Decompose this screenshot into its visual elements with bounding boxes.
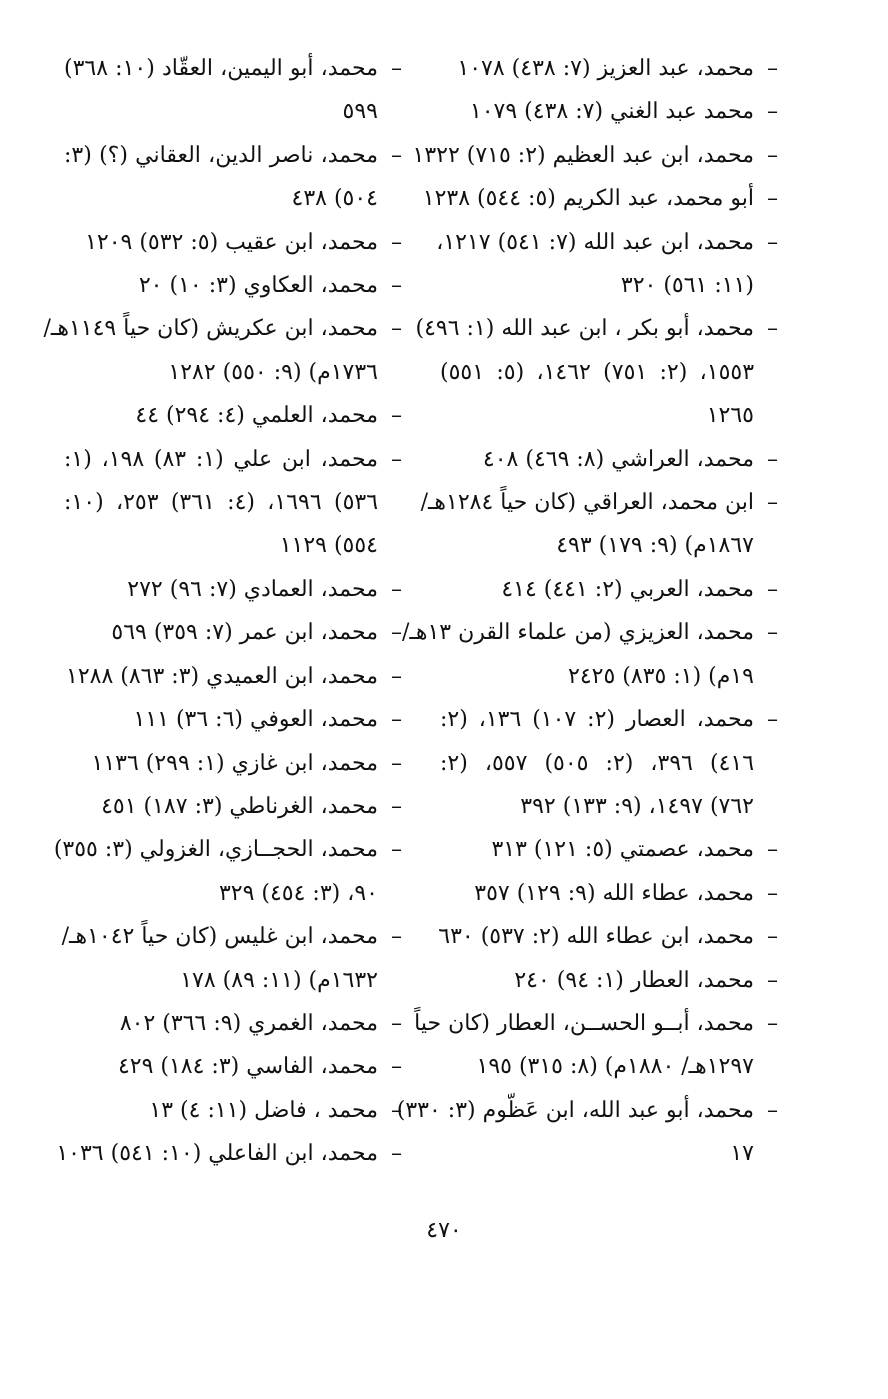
index-entry [436, 221, 778, 308]
index-entry-line: – محمد، ابن عكريش (كان حياً ١١٤٩هـ/ [43, 316, 378, 342]
index-entry [440, 959, 778, 1002]
index-entry-line: – محمد، العصار (٢: ١٠٧) ١٣٦، (٢: [440, 707, 754, 733]
index-entry [64, 221, 402, 264]
index-entry [440, 915, 778, 958]
index-entry-line: – محمد، الفاسي (٣: ١٨٤) ٤٢٩ [117, 1054, 378, 1080]
index-entry [64, 264, 402, 307]
index-entry [64, 611, 402, 654]
index-entry [440, 872, 778, 915]
index-entry-line: (١١: ٥٦١) ٣٢٠ [620, 273, 754, 299]
index-entry-line: – محمد، أبو بكر ، ابن عبد الله (١: ٤٩٦) [415, 316, 754, 342]
index-entry-line: – محمد، عبد العزيز (٧: ٤٣٨) ١٠٧٨ [457, 56, 754, 81]
index-entry [401, 611, 778, 698]
index-entry-line: – محمد، العربي (٢: ٤٤١) ٤١٤ [501, 576, 754, 602]
index-entry-line: – محمد، ابن الفاعلي (١٠: ٥٤١) ١٠٣٦ [56, 1141, 378, 1167]
index-entry-line: – محمد، ابن غليس (كان حياً ١٠٤٢هـ/ [61, 924, 378, 950]
index-entry-line: – محمد، الحجــازي، الغزولي (٣: ٣٥٥) [53, 837, 378, 863]
index-entry-line: – محمد، ابن عقيب (٥: ٥٣٢) ١٢٠٩ [85, 229, 378, 255]
index-entry [422, 177, 778, 220]
index-entry-line: – ابن محمد، العراقي (كان حياً ١٢٨٤هـ/ [420, 490, 754, 516]
index-entry-line: – محمد، أبو عبد الله، ابن عَظّوم (٣: ٣٣٠) [396, 1097, 754, 1123]
index-entry [396, 1089, 778, 1176]
index-entry [440, 568, 778, 611]
index-entry [64, 1045, 402, 1088]
index-entry-line: – محمد ، فاضل (١١: ٤) ١٣ [149, 1097, 378, 1123]
index-entry [64, 698, 402, 741]
index-entry [414, 1002, 778, 1089]
index-entry-line: – محمد، ابن عبد العظيم (٢: ٧١٥) ١٣٢٢ [412, 142, 754, 168]
index-entry-line: – محمد، عصمتي (٥: ١٢١) ٣١٣ [491, 837, 754, 863]
index-entry-line: ٥٣٦) ١٦٩٦، (٤: ٣٦١) ٢٥٣، (١٠: [64, 490, 379, 516]
index-entry-line: ١٧٣٦م) (٩: ٥٥٠) ١٢٨٢ [168, 359, 378, 385]
index-entry-line: – محمد، أبو اليمين، العقّاد (١٠: ٣٦٨) [64, 56, 378, 81]
index-entry [412, 134, 778, 177]
index-entry-line: – محمد، عطاء الله (٩: ١٢٩) ٣٥٧ [474, 880, 754, 906]
index-entry [440, 828, 778, 871]
index-entry [43, 307, 402, 394]
index-entry [440, 698, 778, 828]
index-entry-line: ٩٠، (٣: ٤٥٤) ٣٢٩ [218, 880, 378, 906]
index-entry-line: – محمد، الغمري (٩: ٣٦٦) ٨٠٢ [119, 1010, 378, 1036]
index-entry-line: ١٩م) (١: ٨٣٥) ٢٤٢٥ [568, 663, 754, 689]
index-entry-line: – محمد، ابن غازي (١: ٢٩٩) ١١٣٦ [91, 750, 378, 776]
index-entry-line: – محمد، أبــو الحســن، العطار (كان حياً [414, 1010, 754, 1036]
index-column-right [396, 47, 778, 1176]
index-entry-line: – محمد، ابن علي (١: ٨٣) ١٩٨، (١: [64, 446, 378, 472]
index-entry-line: – محمد عبد الغني (٧: ٤٣٨) ١٠٧٩ [469, 99, 754, 125]
index-entry [64, 438, 402, 568]
index-entry-line: – محمد، الغرناطي (٣: ١٨٧) ٤٥١ [101, 793, 378, 819]
index-entry-line: – محمد، العكاوي (٣: ١٠) ٢٠ [138, 273, 378, 299]
index-entry-line: – محمد، ابن عبد الله (٧: ٥٤١) ١٢١٧، [436, 229, 754, 255]
index-entry-line: ١٢٩٧هـ/ ١٨٨٠م) (٨: ٣١٥) ١٩٥ [476, 1054, 754, 1080]
index-entry-line: – محمد، العلمي (٤: ٢٩٤) ٤٤ [135, 403, 378, 429]
index-entry [64, 47, 402, 134]
index-entry [61, 915, 402, 1002]
index-entry-line: ٥٠٤) ٤٣٨ [291, 186, 378, 212]
index-entry [64, 742, 402, 785]
index-entry [56, 1132, 402, 1175]
index-entry-line: – محمد، العمادي (٧: ٩٦) ٢٧٢ [127, 576, 378, 602]
index-entry [415, 307, 778, 437]
index-entry [64, 785, 402, 828]
index-entry [64, 655, 402, 698]
index-entry-line: ٥٥٤) ١١٢٩ [279, 533, 378, 559]
index-entry [64, 394, 402, 437]
index-entry [64, 1002, 402, 1045]
index-entry-line: ١٥٥٣، (٢: ٧٥١) ١٤٦٢، (٥: ٥٥١) [440, 359, 755, 385]
index-entry-line: ٤١٦) ٣٩٦، (٢: ٥٠٥) ٥٥٧، (٢: [440, 750, 755, 776]
index-entry-line: ١٢٦٥ [706, 403, 754, 429]
index-entry-line: – محمد، العوفي (٦: ٣٦) ١١١ [133, 707, 378, 733]
index-entry [440, 438, 778, 481]
index-entry [440, 90, 778, 133]
index-entry [440, 47, 778, 90]
index-entry-line: ٥٩٩ [342, 99, 378, 125]
index-entry-line: – أبو محمد، عبد الكريم (٥: ٥٤٤) ١٢٣٨ [422, 186, 754, 212]
index-entry-line: – محمد، ناصر الدين، العقاني (؟) (٣: [64, 142, 378, 168]
index-entry-line: ١٧ [730, 1141, 754, 1167]
index-entry-line: – محمد، ابن عطاء الله (٢: ٥٣٧) ٦٣٠ [438, 924, 754, 950]
index-entry-line: – محمد، العراشي (٨: ٤٦٩) ٤٠٨ [482, 446, 754, 472]
index-entry-line: – محمد، ابن العميدي (٣: ٨٦٣) ١٢٨٨ [66, 663, 378, 689]
index-entry [420, 481, 778, 568]
page-number: ٤٧٠ [426, 1218, 462, 1243]
index-entry [64, 568, 402, 611]
index-entry-line: ٧٦٢) ١٤٩٧، (٩: ١٣٣) ٣٩٢ [520, 793, 754, 819]
index-entry-line: ١٦٣٢م) (١١: ٨٩) ١٧٨ [180, 967, 378, 993]
index-entry [64, 1089, 402, 1132]
index-entry [53, 828, 402, 915]
index-entry-line: – محمد، ابن عمر (٧: ٣٥٩) ٥٦٩ [111, 620, 378, 646]
index-entry [64, 134, 402, 221]
index-column-left [43, 47, 402, 1176]
index-entry-line: – محمد، العزيزي (من علماء القرن ١٣هـ/ [401, 620, 754, 646]
index-entry-line: ١٨٦٧م) (٩: ١٧٩) ٤٩٣ [556, 533, 754, 559]
index-entry-line: – محمد، العطار (١: ٩٤) ٢٤٠ [514, 967, 754, 993]
